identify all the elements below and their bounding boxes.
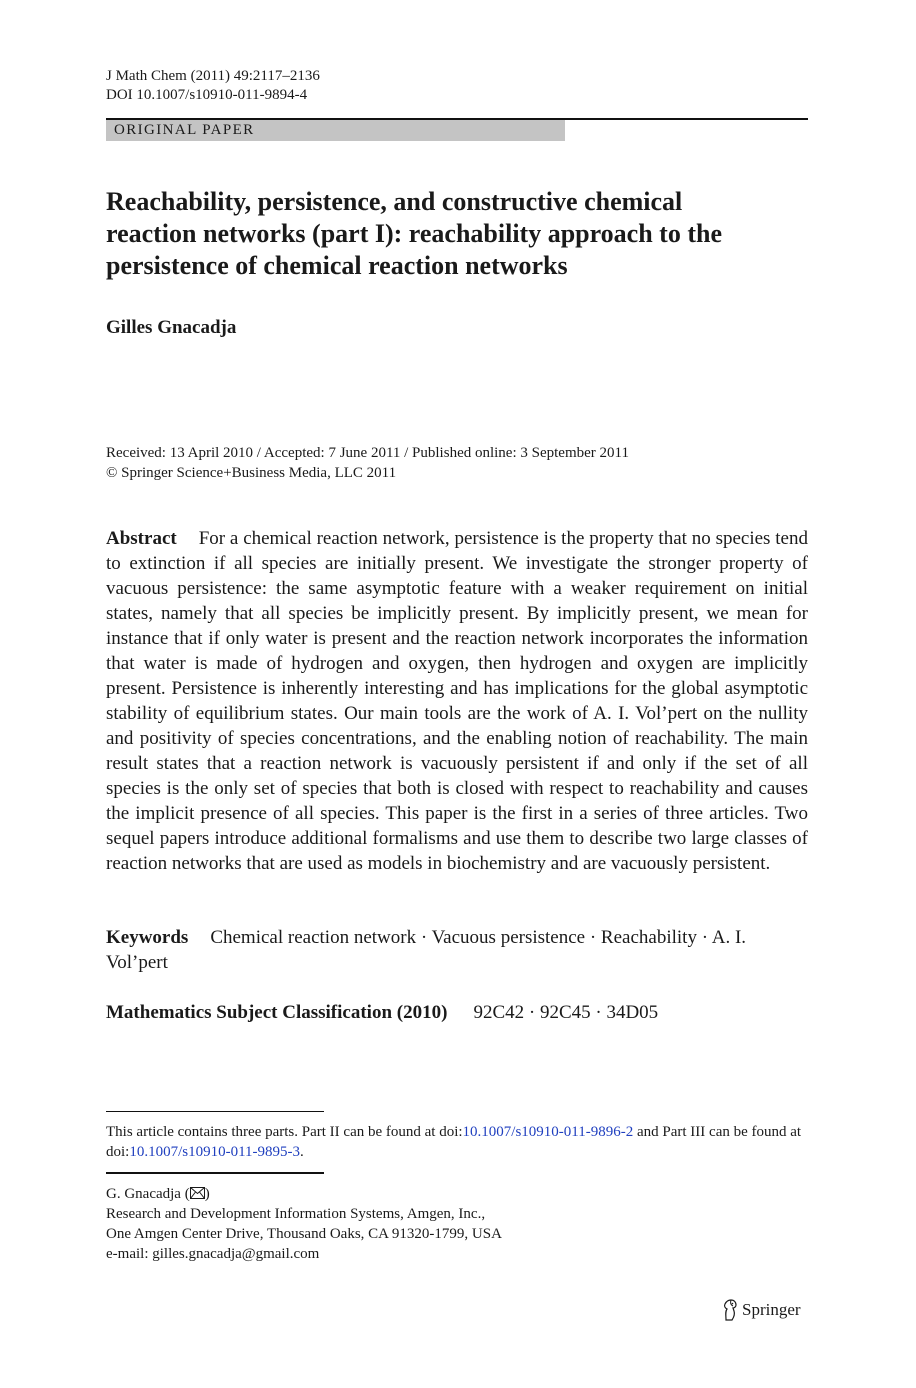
corresponding-author-name: G. Gnacadja ( (106, 1186, 190, 1202)
publisher-logo (722, 1298, 801, 1322)
publication-dates (106, 443, 629, 483)
footnote-text-1: This article contains three parts. Part II can be found at doi: (106, 1124, 463, 1140)
footnote (106, 1122, 808, 1162)
footnote-rule (106, 1111, 324, 1112)
corresponding-author (106, 1184, 502, 1204)
abstract (106, 526, 808, 876)
springer-horse-icon (722, 1299, 738, 1321)
paper-title: Reachability, persistence, and constructive chemical reaction networks (part I): reachability approach to the persistence of chemical reaction networks (106, 187, 723, 280)
envelope-icon (190, 1187, 205, 1199)
part-three-doi-link[interactable]: 10.1007/s10910-011-9895-3 (129, 1144, 301, 1160)
copyright-line: © Springer Science+Business Media, LLC 2011 (106, 465, 397, 481)
part-two-doi-link[interactable]: 10.1007/s10910-011-9896-2 (462, 1124, 634, 1140)
author-email: e-mail: gilles.gnacadja@gmail.com (106, 1246, 320, 1262)
affiliation-rule (106, 1172, 324, 1174)
journal-citation: J Math Chem (2011) 49:2117–2136 (106, 68, 320, 84)
msc-label: Mathematics Subject Classification (2010) (106, 1002, 448, 1023)
keywords (106, 925, 808, 975)
keywords-label: Keywords (106, 927, 189, 948)
journal-meta (106, 67, 320, 105)
section-label: ORIGINAL PAPER (114, 122, 255, 138)
publication-history: Received: 13 April 2010 / Accepted: 7 June 2011 / Published online: 3 September 2011 (106, 445, 629, 461)
abstract-label: Abstract (106, 528, 177, 549)
keywords-text: Chemical reaction network · Vacuous persistence · Reachability · A. I. Vol’pert (106, 927, 747, 973)
publisher-name: Springer (742, 1300, 801, 1319)
subject-classification (106, 1000, 658, 1025)
author-name: Gilles Gnacadja (106, 317, 237, 338)
article-doi: DOI 10.1007/s10910-011-9894-4 (106, 87, 308, 103)
abstract-text: For a chemical reaction network, persistence is the property that no species tend to extinction if all species are initially present. We investigate the stronger property of vacuous persistence: the same asymptotic feature with a weaker requirement on initial states, namely that all species be implicitly present. By implicitly present, we mean for instance that if only water is present and the reaction network incorporates the information that water is made of hydrogen and oxygen, then hydrogen and oxygen are implicitly present. Persistence is inherently interesting and has implications for the global asymptotic stability of equilibrium states. Our main tools are the work of A. I. Vol’pert on the nullity and positivity of species concentrations, and the enabling notion of reachability. The main result states that a reaction network is vacuously persistent if and only if the set of all species is the only set of species that both is closed with respect to reachability and causes the implicit presence of all species. This paper is the first in a series of three articles. Two sequel papers introduce additional formalisms and use them to describe two large classes of reaction networks that are used as models in biochemistry and are vacuously persistent. (106, 528, 808, 874)
footnote-text-3: . (300, 1144, 304, 1160)
footnote-text-2: and Part III can be found at doi: (106, 1124, 802, 1160)
organization: Research and Development Information Systems, Amgen, Inc., (106, 1206, 486, 1222)
address: One Amgen Center Drive, Thousand Oaks, CA 91320-1799, USA (106, 1226, 502, 1242)
corresponding-author-close: ) (204, 1186, 210, 1202)
msc-codes: 92C42 · 92C45 · 34D05 (473, 1002, 659, 1023)
author-affiliation (106, 1184, 502, 1264)
